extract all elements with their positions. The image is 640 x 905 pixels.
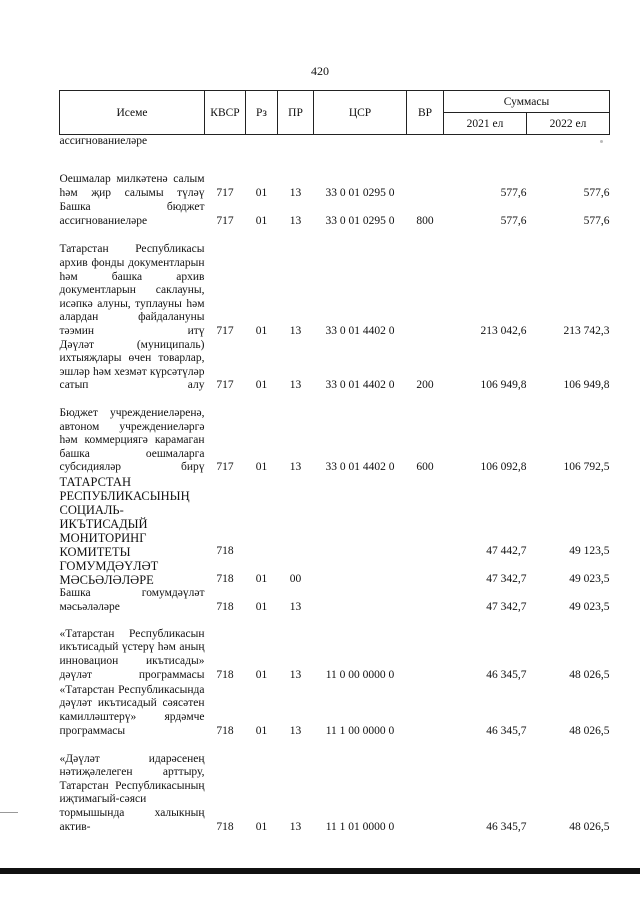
row-csr: 33 0 01 0295 0 xyxy=(325,215,395,227)
row-kvsr: 717 xyxy=(216,379,234,392)
row-csr: 33 0 01 4402 0 xyxy=(325,325,395,337)
table-row xyxy=(60,587,610,614)
table-row xyxy=(60,614,610,682)
scan-bottom-border xyxy=(0,868,640,874)
row-name: «Дәүләт идарәсенең нәтиҗәлелеген арттыру, Татарстан Республикасының иҗтимагый-сәяси тормышында халыкның актив- xyxy=(59,752,205,833)
table-row xyxy=(60,393,610,475)
row-vr xyxy=(407,475,444,559)
budget-table xyxy=(59,90,610,834)
table-row xyxy=(60,559,610,587)
row-rz: 01 xyxy=(255,573,268,586)
row-rz: 01 xyxy=(255,724,268,737)
row-csr: 11 1 01 0000 0 xyxy=(325,820,395,833)
row-vr xyxy=(407,738,444,834)
row-2021: 106 949,8 xyxy=(480,379,527,392)
row-vr: 800 xyxy=(416,215,434,227)
row-vr xyxy=(407,614,444,682)
row-rz: 01 xyxy=(255,668,268,681)
row-pr xyxy=(278,135,314,149)
row-name: Дәүләт (муниципаль) ихтыяҗлары өчен товарлар, эшләр һәм хезмәт күрсәтүләр сатып алу xyxy=(59,338,205,392)
row-pr xyxy=(278,475,314,559)
header-vr: ВР xyxy=(407,91,444,135)
scan-speck xyxy=(600,140,603,143)
row-2022: 213 742,3 xyxy=(563,325,610,337)
row-rz: 01 xyxy=(255,600,268,613)
row-name: ассигнованиеләре xyxy=(59,135,148,147)
row-name: Башка гомумдәүләт мәсьәләләре xyxy=(59,586,205,613)
row-kvsr: 718 xyxy=(216,668,234,681)
row-vr: 200 xyxy=(416,379,434,392)
row-2021: 46 345,7 xyxy=(486,668,527,681)
row-2021: 46 345,7 xyxy=(486,724,527,737)
row-kvsr: 718 xyxy=(216,573,234,586)
row-name: Оешмалар милкәтенә салым һәм җир салымы түләү xyxy=(59,173,205,199)
row-pr: 13 xyxy=(289,379,302,392)
row-2021: 213 042,6 xyxy=(480,325,527,337)
row-2022: 48 026,5 xyxy=(569,820,610,833)
row-pr: 00 xyxy=(289,573,302,586)
row-2022: 49 023,5 xyxy=(569,573,610,586)
row-pr: 13 xyxy=(289,724,302,737)
row-2021: 106 092,8 xyxy=(480,461,527,474)
row-rz: 01 xyxy=(255,461,268,474)
row-vr: 600 xyxy=(416,461,434,474)
row-2022: 577,6 xyxy=(583,215,610,227)
row-rz xyxy=(246,475,278,559)
row-csr xyxy=(314,559,407,587)
row-2022: 48 026,5 xyxy=(569,668,610,681)
row-name: ТАТАРСТАН РЕСПУБЛИКАСЫНЫҢ СОЦИАЛЬ-ИКЪТИСАДЫЙ МОНИТОРИНГ КОМИТЕТЫ xyxy=(59,474,190,559)
table-row xyxy=(60,738,610,834)
header-kvsr: КВСР xyxy=(205,91,246,135)
header-pr: ПР xyxy=(278,91,314,135)
row-rz xyxy=(246,135,278,149)
row-2021: 577,6 xyxy=(500,187,527,199)
table-row xyxy=(60,339,610,393)
row-name: Бюджет учреждениеләренә, автоном учреждениеләргә һәм коммерциягә карамаган башка оешмаларга субсидияләр бирү xyxy=(59,407,205,474)
table-row xyxy=(60,201,610,229)
row-pr: 13 xyxy=(289,187,302,199)
row-vr xyxy=(407,682,444,738)
row-2022: 577,6 xyxy=(583,187,610,199)
row-name: Башка бюджет ассигнованиеләре xyxy=(59,201,205,227)
row-pr: 13 xyxy=(289,820,302,833)
row-kvsr: 718 xyxy=(216,820,234,833)
row-csr: 33 0 01 4402 0 xyxy=(325,461,395,474)
row-2021: 47 342,7 xyxy=(486,600,527,613)
row-kvsr: 717 xyxy=(216,187,234,199)
row-kvsr: 718 xyxy=(216,600,234,613)
row-2022: 48 026,5 xyxy=(569,724,610,737)
scan-edge-mark xyxy=(0,812,18,813)
row-csr xyxy=(314,135,407,149)
row-pr: 13 xyxy=(289,215,302,227)
row-vr xyxy=(407,587,444,614)
row-2021: 46 345,7 xyxy=(486,820,527,833)
row-csr xyxy=(314,475,407,559)
row-2022: 49 023,5 xyxy=(569,600,610,613)
row-2021: 47 342,7 xyxy=(486,573,527,586)
table-row xyxy=(60,682,610,738)
header-csr: ЦСР xyxy=(314,91,407,135)
header-2022: 2022 ел xyxy=(527,113,610,135)
table-row xyxy=(60,475,610,559)
row-rz: 01 xyxy=(255,215,268,227)
row-csr: 33 0 01 0295 0 xyxy=(325,187,395,199)
row-csr xyxy=(314,587,407,614)
row-pr: 13 xyxy=(289,600,302,613)
row-2021: 47 442,7 xyxy=(486,545,527,558)
row-vr xyxy=(407,559,444,587)
header-name: Исеме xyxy=(60,91,205,135)
row-pr: 13 xyxy=(289,668,302,681)
row-2022: 106 792,5 xyxy=(563,461,610,474)
row-name: «Татарстан Республикасын икътисадый үстерү һәм аның инновацион икътисады» дәүләт программасы xyxy=(59,627,205,681)
row-2022: 106 949,8 xyxy=(563,379,610,392)
row-rz: 01 xyxy=(255,325,268,337)
row-kvsr xyxy=(205,135,246,149)
row-2022: 49 123,5 xyxy=(569,545,610,558)
row-vr xyxy=(407,229,444,339)
row-kvsr: 717 xyxy=(216,325,234,337)
row-kvsr: 718 xyxy=(216,724,234,737)
row-csr: 11 1 00 0000 0 xyxy=(325,724,395,737)
row-2021 xyxy=(444,135,527,149)
row-vr xyxy=(407,149,444,201)
table-body xyxy=(60,135,610,835)
row-csr: 11 0 00 0000 0 xyxy=(325,668,395,681)
row-2021: 577,6 xyxy=(500,215,527,227)
table-row xyxy=(60,149,610,201)
row-name: ГОМУМДӘҮЛӘТ МӘСЬӘЛӘЛӘРЕ xyxy=(59,558,159,587)
row-rz: 01 xyxy=(255,187,268,199)
row-kvsr: 717 xyxy=(216,461,234,474)
table-row xyxy=(60,229,610,339)
row-rz: 01 xyxy=(255,379,268,392)
row-csr: 33 0 01 4402 0 xyxy=(325,379,395,392)
row-name: «Татарстан Республикасында дәүләт икътисадый сәясәтен камилләштерү» ярдәмче программасы xyxy=(59,683,205,737)
table-row xyxy=(60,135,610,149)
row-kvsr: 718 xyxy=(216,545,234,558)
row-vr xyxy=(407,135,444,149)
row-pr: 13 xyxy=(289,325,302,337)
page-number: 420 xyxy=(311,64,329,78)
header-2021: 2021 ел xyxy=(444,113,527,135)
header-sums: Суммасы xyxy=(444,91,610,113)
row-rz: 01 xyxy=(255,820,268,833)
row-name: Татарстан Республикасы архив фонды документларын һәм башка архив документларын саклауны, исәпкә алуны, туплауны һәм алардан файдалануны тәэмин итү xyxy=(59,243,205,337)
row-2022 xyxy=(527,135,610,149)
header-rz: Рз xyxy=(246,91,278,135)
row-kvsr: 717 xyxy=(216,215,234,227)
row-pr: 13 xyxy=(289,461,302,474)
